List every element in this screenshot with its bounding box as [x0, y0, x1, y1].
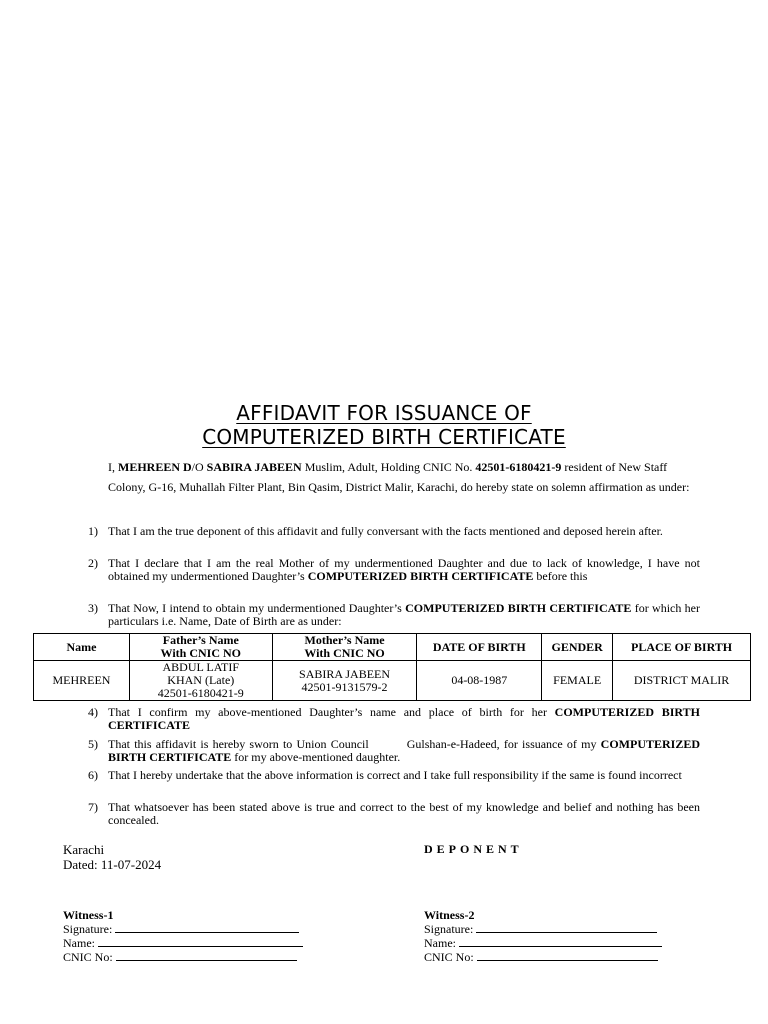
list-item-text — [108, 706, 700, 732]
cell-gender: FEMALE — [542, 661, 613, 701]
list-item-2 — [78, 557, 700, 583]
witness-title: Witness-2 — [424, 908, 475, 922]
parent-name: SABIRA JABEEN — [206, 460, 302, 474]
header-gender: GENDER — [542, 634, 613, 661]
list-item-5 — [78, 738, 700, 764]
title-line-2: COMPUTERIZED BIRTH CERTIFICATE — [202, 425, 566, 449]
header-father: Father’s Name With CNIC NO — [129, 634, 272, 661]
witness-title: Witness-1 — [63, 908, 114, 922]
list-item-bold: COMPUTERIZED BIRTH CERTIFICATE — [307, 569, 534, 583]
list-item-bold: COMPUTERIZED BIRTH CERTIFICATE — [405, 601, 632, 615]
cell-father: ABDUL LATIF KHAN (Late) 42501-6180421-9 — [129, 661, 272, 701]
deponent-name: MEHREEN D — [118, 460, 192, 474]
intro-text-2: /O — [191, 460, 207, 474]
list-item-3 — [78, 602, 700, 628]
list-item-text-gap: Gulshan-e-Hadeed, for issuance of my — [406, 737, 601, 751]
witness-cnic-row: CNIC No: — [63, 950, 303, 964]
cell-mother: SABIRA JABEEN 42501-9131579-2 — [272, 661, 417, 701]
list-item-4 — [78, 706, 700, 732]
name-line — [459, 936, 662, 947]
list-item-1 — [78, 525, 700, 538]
signature-line — [476, 922, 657, 933]
intro-paragraph — [108, 457, 700, 497]
list-item-number: 2) — [88, 556, 98, 570]
list-item-text-a: That this affidavit is hereby sworn to Union Council — [108, 737, 369, 751]
title-line-1: AFFIDAVIT FOR ISSUANCE OF — [236, 401, 532, 425]
cell-name: MEHREEN — [34, 661, 130, 701]
footer-date: Dated: 11-07-2024 — [63, 857, 162, 872]
cell-dob: 04-08-1987 — [417, 661, 542, 701]
intro-text-3: Muslim, Adult, Holding CNIC No. — [301, 460, 476, 474]
cell-place: DISTRICT MALIR — [613, 661, 751, 701]
footer-city: Karachi — [63, 842, 105, 857]
witness-name-row: Name: — [63, 936, 303, 950]
list-item-number: 1) — [88, 524, 98, 538]
witness-name-row: Name: — [424, 936, 662, 950]
cnic-line — [116, 950, 297, 961]
header-dob: DATE OF BIRTH — [417, 634, 542, 661]
witness-block-2 — [424, 908, 662, 964]
list-item-text-a: That I declare that I am the real Mother of my undermentioned Daughter and due to lack of knowledge, I have not obtained my undermentioned Daughter’s — [108, 556, 700, 583]
deponent-label: DEPONENT — [424, 842, 523, 856]
child-details-table — [33, 633, 751, 701]
list-item-text-b: for which her particulars i.e. Name, Date of Birth are as under: — [108, 601, 700, 628]
list-item-text-a: That Now, I intend to obtain my undermentioned Daughter’s — [108, 601, 406, 615]
witness-signature-row: Signature: — [63, 922, 303, 936]
list-item-6 — [78, 769, 700, 782]
list-item-text — [108, 602, 700, 628]
header-place: PLACE OF BIRTH — [613, 634, 751, 661]
list-item-bold: COMPUTERIZED BIRTH CERTIFICATE — [108, 737, 700, 764]
list-item-7 — [78, 801, 700, 827]
list-item-number: 3) — [88, 601, 98, 615]
witness-block-1 — [63, 908, 303, 964]
name-line — [98, 936, 303, 947]
table-header-row — [34, 634, 751, 661]
list-item-text — [108, 738, 700, 764]
list-item-bold: COMPUTERIZED BIRTH CERTIFICATE — [108, 705, 700, 732]
list-item-text — [108, 557, 700, 583]
witness-signature-row: Signature: — [424, 922, 662, 936]
deponent-cnic: 42501-6180421-9 — [475, 460, 562, 474]
list-item-number: 5) — [88, 737, 98, 751]
list-item-text: That whatsoever has been stated above is true and correct to the best of my knowledge and belief and nothing has been concealed. — [108, 800, 700, 827]
list-item-text-a: That I confirm my above-mentioned Daughter’s name and place of birth for her — [108, 705, 555, 719]
cnic-line — [477, 950, 658, 961]
witness-cnic-row: CNIC No: — [424, 950, 662, 964]
list-item-text: That I am the true deponent of this affidavit and fully conversant with the facts mentioned and deposed herein after. — [108, 524, 663, 538]
list-item-number: 6) — [88, 768, 98, 782]
list-item-number: 4) — [88, 705, 98, 719]
header-mother: Mother’s Name With CNIC NO — [272, 634, 417, 661]
list-item-text-b: for my above-mentioned daughter. — [231, 750, 401, 764]
list-item-number: 7) — [88, 800, 98, 814]
list-item-text: That I hereby undertake that the above information is correct and I take full responsibility if the same is found incorrect — [108, 768, 682, 782]
header-name: Name — [34, 634, 130, 661]
signature-line — [115, 922, 299, 933]
list-item-text-b: before this — [533, 569, 588, 583]
intro-text-4: resident of New Staff Colony, G-16, Muhallah Filter Plant, Bin Qasim, District Malir, Karachi, do hereby state on solemn affirmation as under: — [108, 460, 690, 494]
table-row — [34, 661, 751, 701]
intro-text-1: I, — [108, 460, 118, 474]
